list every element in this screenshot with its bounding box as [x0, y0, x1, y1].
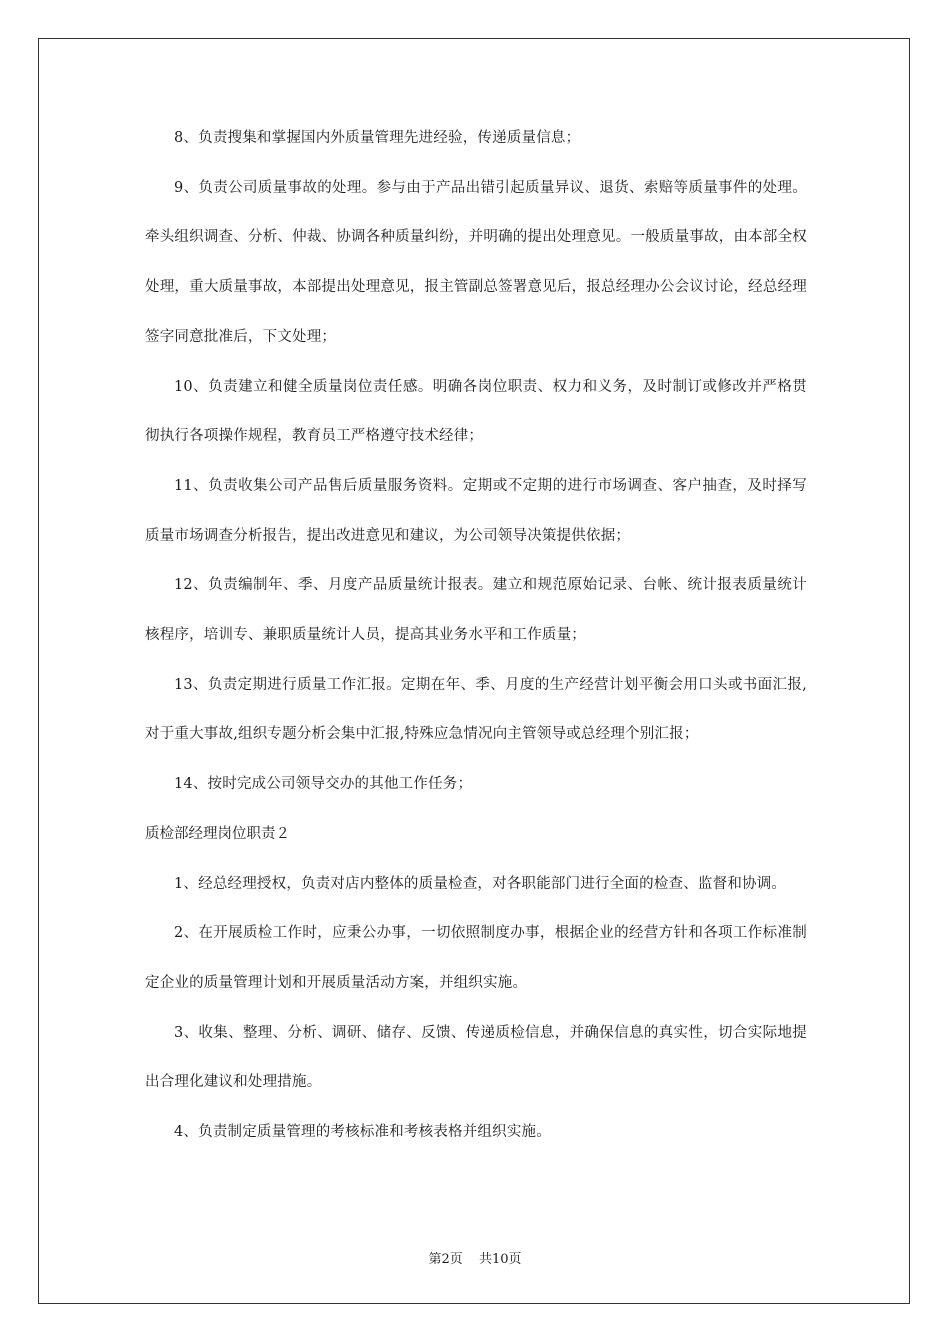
page-number: 第2页: [428, 1252, 463, 1267]
paragraph-13: 13、负责定期进行质量工作汇报。定期在年、季、月度的生产经营计划平衡会用口头或书面汇报,对于重大事故,组织专题分析会集中汇报,特殊应急情况向主管领导或总经理个别汇报；: [145, 676, 807, 743]
paragraph-9: 9、负责公司质量事故的处理。参与由于产品出错引起质量异议、退货、索赔等质量事件的处理。牵头组织调查、分析、仲裁、协调各种质量纠纷，并明确的提出处理意见。一般质量事故，由本部全权处理，重大质量事故，本部提出处理意见，报主管副总签署意见后，报总经理办公会议讨论，经总经理签字同意批准后，下文处理；: [145, 179, 807, 345]
paragraph-s2-3: 3、收集、整理、分析、调研、储存、反馈、传递质检信息，并确保信息的真实性，切合实际地提出合理化建议和处理措施。: [145, 1024, 807, 1091]
section-heading: 质检部经理岗位职责２: [145, 825, 290, 842]
page-footer: [0, 1248, 950, 1267]
paragraph-s2-1: 1、经总经理授权，负责对店内整体的质量检查，对各职能部门进行全面的检查、监督和协调。: [174, 875, 787, 892]
paragraph-11: 11、负责收集公司产品售后质量服务资料。定期或不定期的进行市场调查、客户抽查，及时择写质量市场调查分析报告，提出改进意见和建议，为公司领导决策提供依据；: [145, 477, 807, 544]
paragraph-s2-4: 4、负责制定质量管理的考核标准和考核表格并组织实施。: [174, 1124, 551, 1141]
page-total: 共10页: [478, 1252, 522, 1267]
paragraph-10: 10、负责建立和健全质量岗位责任感。明确各岗位职责、权力和义务，及时制订或修改并严格贯彻执行各项操作规程，教育员工严格遵守技术经律；: [145, 378, 807, 445]
paragraph-8: 8、负责搜集和掌握国内外质量管理先进经验，传递质量信息；: [174, 130, 581, 146]
paragraph-14: 14、按时完成公司领导交办的其他工作任务；: [174, 776, 473, 793]
document-body: [145, 114, 807, 1158]
paragraph-s2-2: 2、在开展质检工作时，应秉公办事，一切依照制度办事，根据企业的经营方针和各项工作标准制定企业的质量管理计划和开展质量活动方案，并组织实施。: [145, 925, 807, 991]
paragraph-12: 12、负责编制年、季、月度产品质量统计报表。建立和规范原始记录、台帐、统计报表质量统计核程序，培训专、兼职质量统计人员，提高其业务水平和工作质量；: [145, 577, 807, 644]
